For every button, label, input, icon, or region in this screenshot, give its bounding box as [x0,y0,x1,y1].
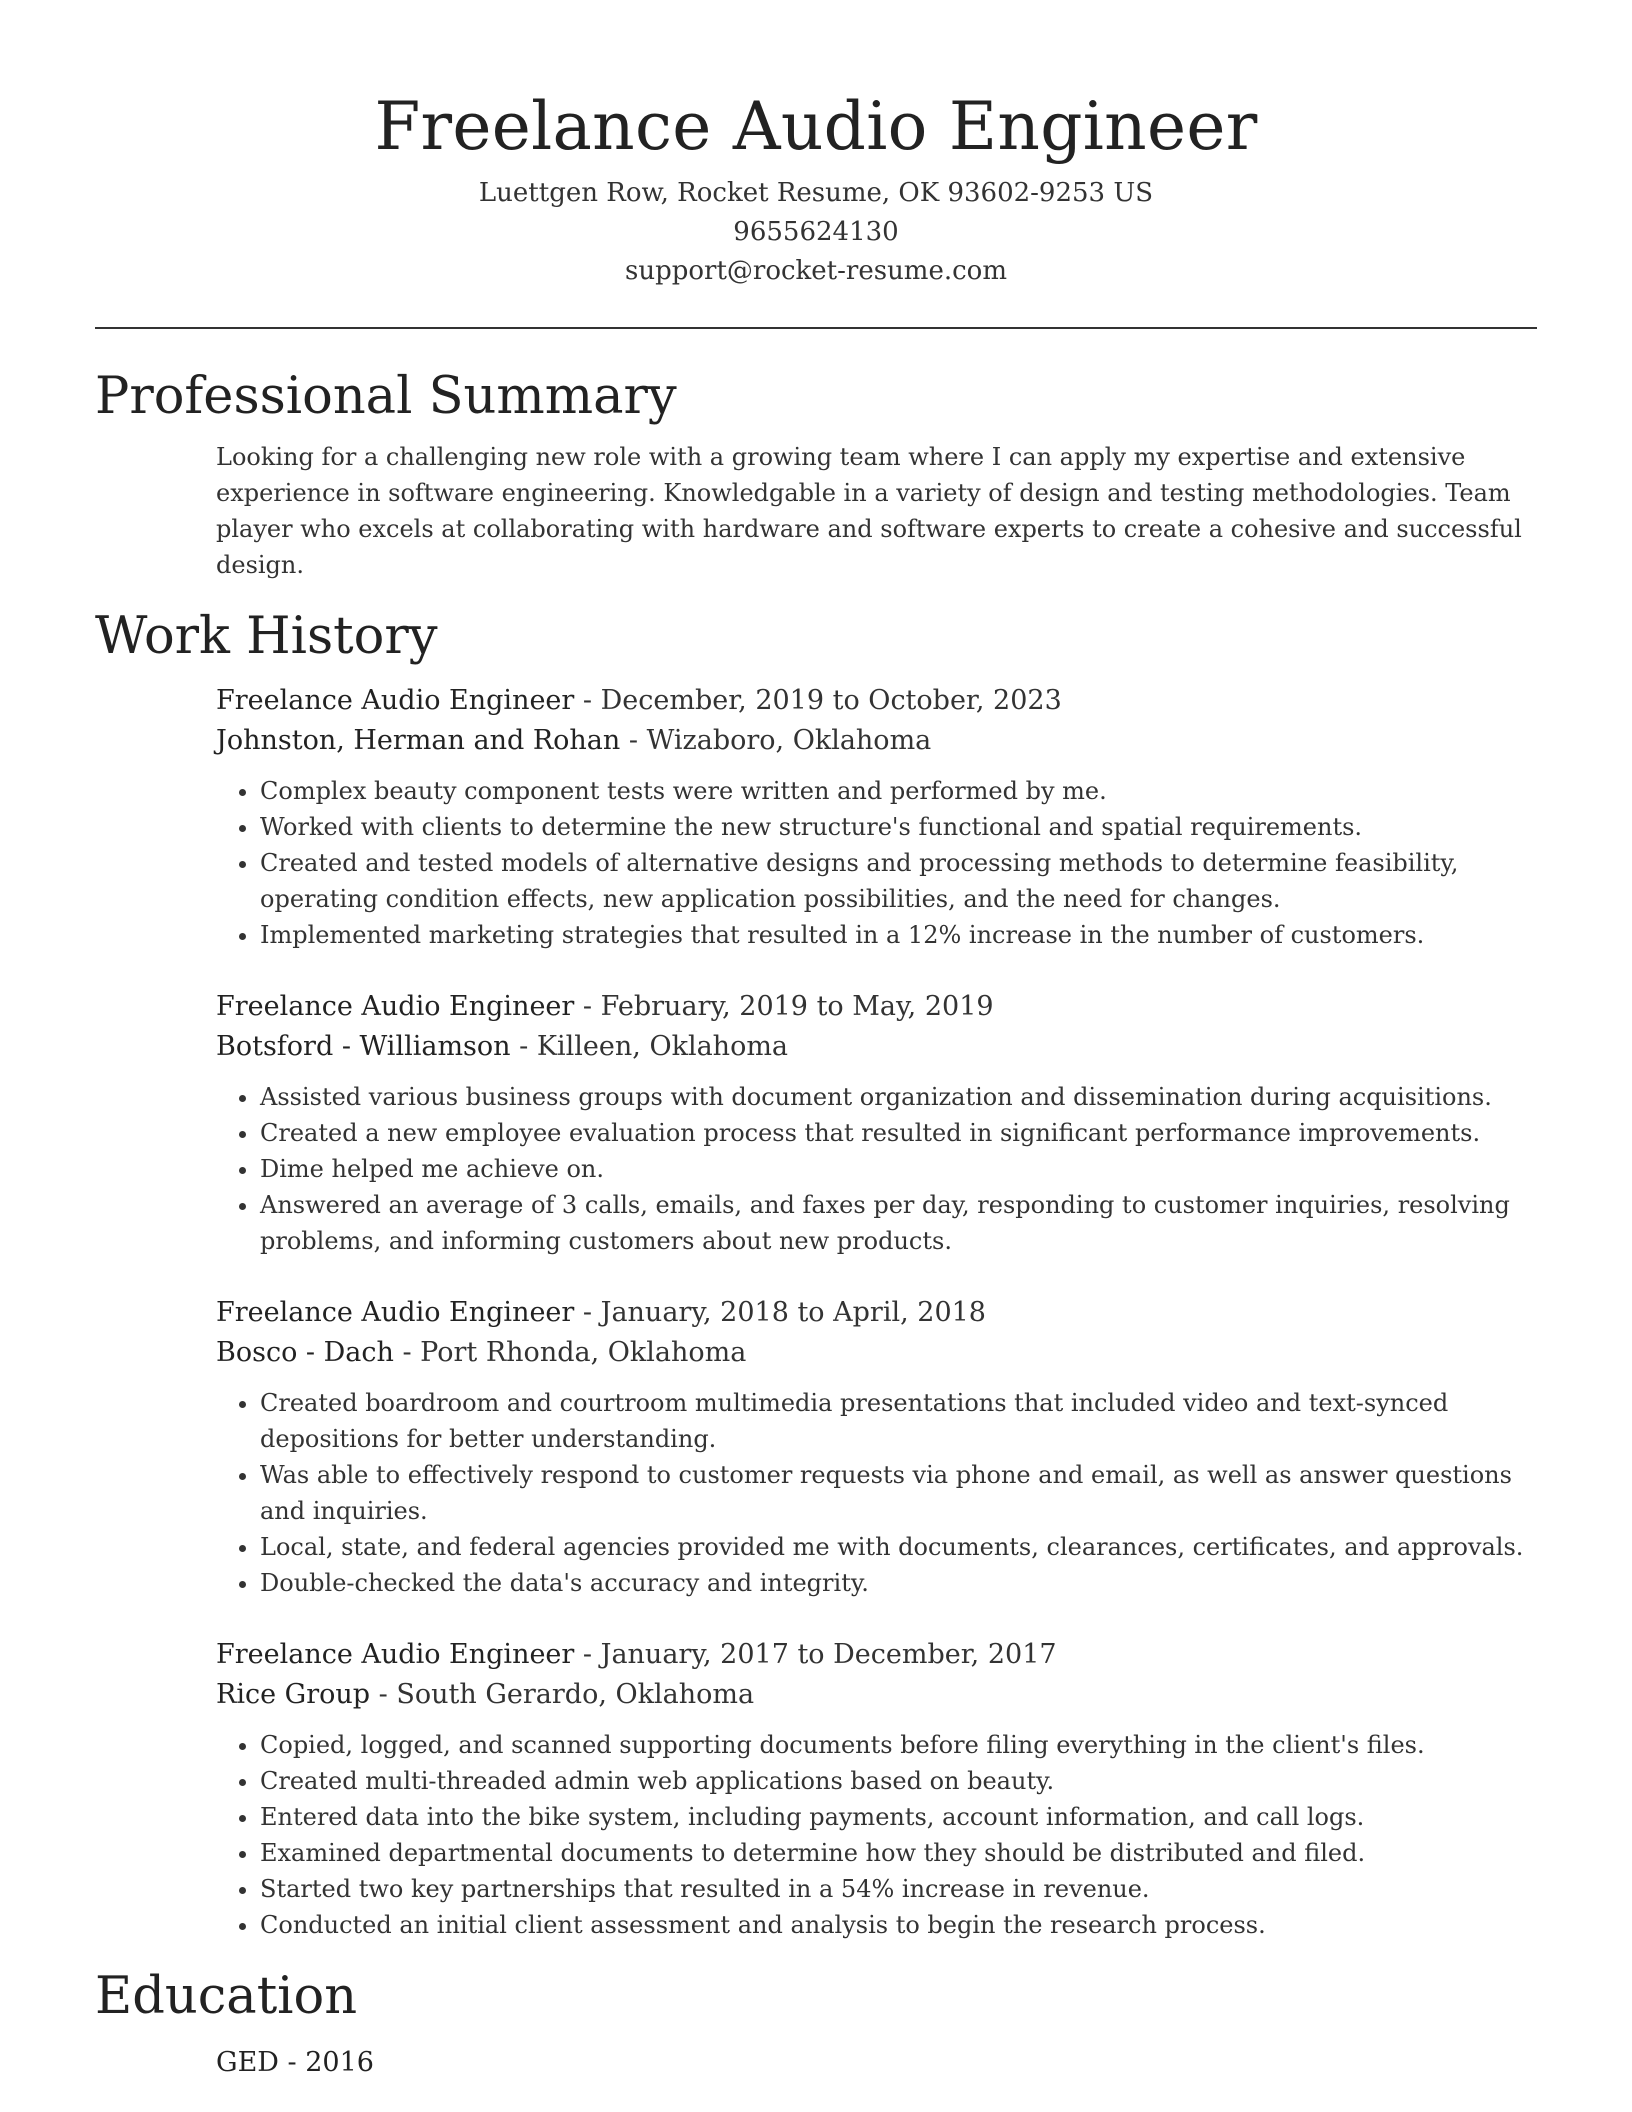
job-bullet: • Dime helped me achieve on. [260,1151,1537,1187]
job-bullet: • Complex beauty component tests were written and performed by me. [260,773,1537,809]
job-dates: December, 2019 to October, 2023 [600,685,1062,716]
job-role: Freelance Audio Engineer [216,991,575,1022]
job-title-line [216,1635,1537,1675]
job-bullet: • Started two key partnerships that resulted in a 54% increase in revenue. [260,1871,1537,1907]
job-entry [216,987,1537,1259]
job-title-line [216,987,1537,1027]
job-dates: February, 2019 to May, 2019 [600,991,994,1022]
job-entry [216,681,1537,953]
job-bullets [216,1079,1537,1259]
job-company-line [216,1333,1537,1373]
job-bullet: • Created multi-threaded admin web applications based on beauty. [260,1763,1537,1799]
job-company-separator: - [510,1031,537,1062]
contact-phone: 9655624130 [733,217,899,247]
job-location: Port Rhonda, Oklahoma [420,1337,747,1368]
contact-address: Luettgen Row, Rocket Resume, OK 93602-9253 US [478,178,1154,208]
job-bullet: • Assisted various business groups with document organization and dissemination during acquisitions. [260,1079,1537,1115]
job-dates: January, 2017 to December, 2017 [600,1639,1057,1670]
job-company-separator: - [370,1679,397,1710]
job-bullet: • Was able to effectively respond to customer requests via phone and email, as well as answer questions and inquiries. [260,1457,1537,1529]
job-bullets [216,1727,1537,1943]
education-separator: - [278,2047,306,2078]
education-year: 2016 [305,2047,374,2078]
contact-block [95,174,1537,291]
job-bullet: • Worked with clients to determine the new structure's functional and spatial requirements. [260,809,1537,845]
job-bullets [216,773,1537,953]
job-company-line [216,721,1537,761]
job-entry [216,1293,1537,1601]
education-entry [216,2043,1537,2083]
job-bullet: • Copied, logged, and scanned supporting documents before filing everything in the client's files. [260,1727,1537,1763]
job-bullet: • Answered an average of 3 calls, emails, and faxes per day, responding to customer inquiries, resolving problems, and informing customers about new products. [260,1187,1537,1259]
job-location: Wizaboro, Oklahoma [646,725,932,756]
job-bullet: • Entered data into the bike system, including payments, account information, and call logs. [260,1799,1537,1835]
job-location: South Gerardo, Oklahoma [396,1679,755,1710]
job-entry [216,1635,1537,1943]
job-title-separator: - [574,685,601,716]
job-company: Bosco - Dach [216,1337,394,1368]
job-bullet: • Double-checked the data's accuracy and integrity. [260,1565,1537,1601]
job-title-separator: - [574,1297,601,1328]
job-company-separator: - [393,1337,421,1368]
job-title-line [216,1293,1537,1333]
header-divider [95,327,1537,329]
job-title-line [216,681,1537,721]
job-dates: January, 2018 to April, 2018 [600,1297,986,1328]
job-location: Killeen, Oklahoma [536,1031,789,1062]
education-degree: GED [216,2047,279,2078]
job-bullets [216,1385,1537,1601]
education-heading: Education [95,1967,358,2026]
job-title-separator: - [574,1639,601,1670]
resume-title: Freelance Audio Engineer [374,88,1258,165]
education-list [95,2043,1537,2083]
job-role: Freelance Audio Engineer [216,1297,575,1328]
summary-heading: Professional Summary [95,367,677,426]
work-history-list [95,681,1537,1943]
work-history-heading: Work History [95,607,438,666]
job-bullet: • Created boardroom and courtroom multimedia presentations that included video and text-synced depositions for better understanding. [260,1385,1537,1457]
job-title-separator: - [574,991,601,1022]
job-bullet: • Local, state, and federal agencies provided me with documents, clearances, certificates, and approvals. [260,1529,1537,1565]
job-bullet: • Created a new employee evaluation process that resulted in significant performance improvements. [260,1115,1537,1151]
job-company: Botsford - Williamson [216,1031,511,1062]
job-company: Johnston, Herman and Rohan [216,725,621,756]
job-company: Rice Group [216,1679,371,1710]
job-company-line [216,1675,1537,1715]
job-role: Freelance Audio Engineer [216,1639,575,1670]
job-company-line [216,1027,1537,1067]
job-bullet: • Examined departmental documents to determine how they should be distributed and filed. [260,1835,1537,1871]
summary-text: Looking for a challenging new role with a growing team where I can apply my expertise and extensive experience in software engineering. Knowledgable in a variety of design and testing methodologies. Team player who excels at collaborating with hardware and software experts to create a cohesive and successful design. [216,443,1522,579]
contact-email: support@rocket-resume.com [624,256,1007,286]
job-role: Freelance Audio Engineer [216,685,575,716]
job-company-separator: - [620,725,647,756]
job-bullet: • Conducted an initial client assessment and analysis to begin the research process. [260,1907,1537,1943]
job-bullet: • Implemented marketing strategies that resulted in a 12% increase in the number of customers. [260,917,1537,953]
job-bullet: • Created and tested models of alternative designs and processing methods to determine feasibility, operating condition effects, new application possibilities, and the need for changes. [260,845,1537,917]
